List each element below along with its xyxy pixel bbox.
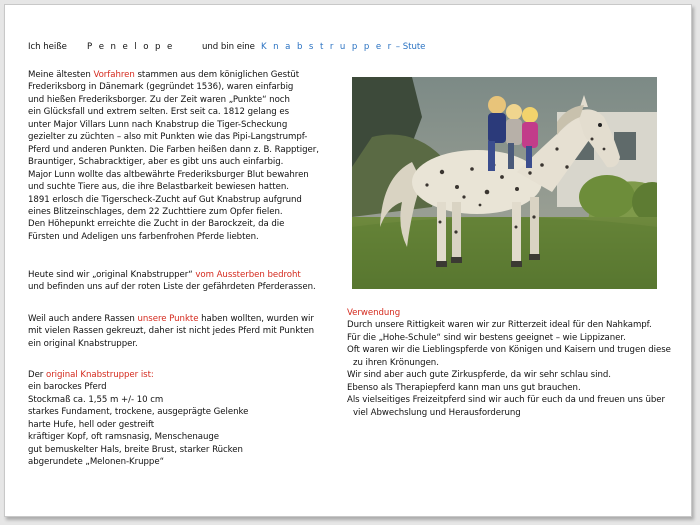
breeding-line	[28, 313, 314, 325]
history-text: Meine ältesten	[28, 70, 94, 80]
history-line	[28, 119, 319, 131]
crossbreeding-paragraph	[28, 313, 314, 350]
header-prefix: Ich heiße	[28, 42, 67, 52]
horse-photo-illustration	[352, 77, 657, 289]
usage-line: Oft waren wir die Lieblingspferde von Königen und Kaisern und trugen diese	[347, 345, 671, 356]
history-line	[28, 94, 319, 106]
history-text: gezielter zu züchten – also mit Punkten wie das Pipi-Langstrumpf-	[28, 132, 308, 143]
history-line	[28, 69, 319, 81]
horse-photo	[352, 77, 657, 289]
history-line	[28, 218, 319, 230]
horse-name: P e n e l o p e	[87, 42, 175, 52]
history-line	[28, 81, 319, 93]
breeding-line	[28, 338, 314, 350]
trait-item: harte Hufe, hell oder gestreift	[28, 419, 155, 430]
trait-item: ein barockes Pferd	[28, 382, 107, 393]
breed-dash: –	[395, 42, 401, 52]
breed-name: K n a b s t r u p p e r	[261, 42, 394, 52]
usage-line: viel Abwechslung und Herausforderung	[353, 407, 521, 418]
breeding-text: haben wollten, wurden wir	[198, 314, 314, 324]
history-text: 1891 erlosch die Tigerscheck-Zucht auf Gut Knabstrup aufgrund	[28, 194, 302, 205]
history-line	[28, 169, 319, 181]
breed-title	[261, 41, 425, 53]
trait-item: starkes Fundament, trockene, ausgeprägte Gelenke	[28, 407, 249, 418]
history-line	[28, 131, 319, 143]
trait-item: kräftiger Kopf, oft ramsnasig, Menschenauge	[28, 432, 220, 443]
usage-line: Für die „Hohe-Schule“ sind wir bestens geeignet – wie Lippizaner.	[347, 332, 626, 343]
traits-heading-prefix: Der	[28, 370, 46, 380]
trait-item: abgerundete „Melonen-Kruppe“	[28, 457, 164, 468]
traits-heading	[28, 369, 248, 381]
history-text: eines Blitzeinschlages, dem 22 Zuchttiere zum Opfer fielen.	[28, 206, 283, 217]
usage-line: zu ihren Krönungen.	[353, 357, 439, 368]
history-text: Pferd und anderen Punkten. Die Farben heißen dann z. B. Rapptiger,	[28, 144, 319, 155]
history-text: Fürsten und Adeligen uns farbenfrohen Pferde liebten.	[28, 231, 259, 242]
history-line	[28, 106, 319, 118]
trait-item: gut bemuskelter Hals, breite Brust, starker Rücken	[28, 444, 243, 455]
history-line	[28, 144, 319, 156]
breeding-text: Weil auch andere Rassen	[28, 314, 138, 324]
today-text: Heute sind wir „original Knabstrupper“	[28, 270, 196, 280]
intro-label	[28, 41, 67, 53]
today-line	[28, 269, 316, 281]
today-text: und befinden uns auf der roten Liste der gefährdeten Pferderassen.	[28, 282, 316, 293]
usage-line: Wir sind aber auch gute Zirkuspferde, da wir sehr schlau sind.	[347, 370, 611, 381]
usage-heading: Verwendung	[347, 308, 401, 318]
usage-line: Als vielseitiges Freizeitpferd sind wir auch für euch da und freuen uns über	[347, 395, 666, 406]
page-frame	[4, 4, 692, 517]
history-text: Frederiksborg in Dänemark (gegründet 1536), waren einfarbig	[28, 82, 294, 93]
history-text: stammen aus dem königlichen Gestüt	[134, 70, 300, 80]
endangered-paragraph	[28, 269, 316, 294]
breeding-line	[28, 325, 314, 337]
history-paragraph	[28, 69, 319, 243]
history-highlight: Vorfahren	[93, 70, 135, 80]
history-text: ein Glücksfall und extrem selten. Erst seit ca. 1812 gelang es	[28, 107, 289, 118]
history-text: Major Lunn wollte das altbewährte Frederiksburger Blut bewahren	[28, 169, 309, 180]
history-text: und suchte Tiere aus, die ihre Belastbarkeit bewiesen hatten.	[28, 182, 289, 193]
traits-heading-highlight: original Knabstrupper ist:	[45, 370, 154, 380]
breeding-highlight: unsere Punkte	[137, 314, 199, 324]
header-middle: und bin eine	[202, 42, 255, 52]
history-line	[28, 181, 319, 193]
history-text: Brauntiger, Schabracktiger, aber es gibt uns auch einfarbig.	[28, 157, 284, 168]
today-line	[28, 281, 316, 293]
history-line	[28, 231, 319, 243]
history-text: Den Höhepunkt erreichte die Zucht in der Barockzeit, da die	[28, 219, 285, 230]
traits-list	[28, 369, 248, 469]
trait-item: Stockmaß ca. 1,55 m +/- 10 cm	[28, 394, 164, 405]
breed-suffix: Stute	[402, 42, 426, 52]
history-text: unter Major Villars Lunn nach Knabstrup die Tiger-Scheckung	[28, 119, 288, 130]
history-line	[28, 156, 319, 168]
today-highlight: vom Aussterben bedroht	[195, 270, 301, 280]
breeding-text: mit vielen Rassen gekreuzt, daher ist nicht jedes Pferd mit Punkten	[28, 326, 315, 337]
usage-section	[347, 307, 671, 419]
usage-line: Durch unsere Rittigkeit waren wir zur Ritterzeit ideal für den Nahkampf.	[347, 320, 652, 331]
usage-line: Ebenso als Therapiepferd kann man uns gut brauchen.	[347, 382, 581, 393]
history-line	[28, 194, 319, 206]
history-line	[28, 206, 319, 218]
breeding-text: ein original Knabstrupper.	[28, 338, 138, 349]
history-text: und hießen Frederiksborger. Zu der Zeit waren „Punkte“ noch	[28, 94, 290, 105]
